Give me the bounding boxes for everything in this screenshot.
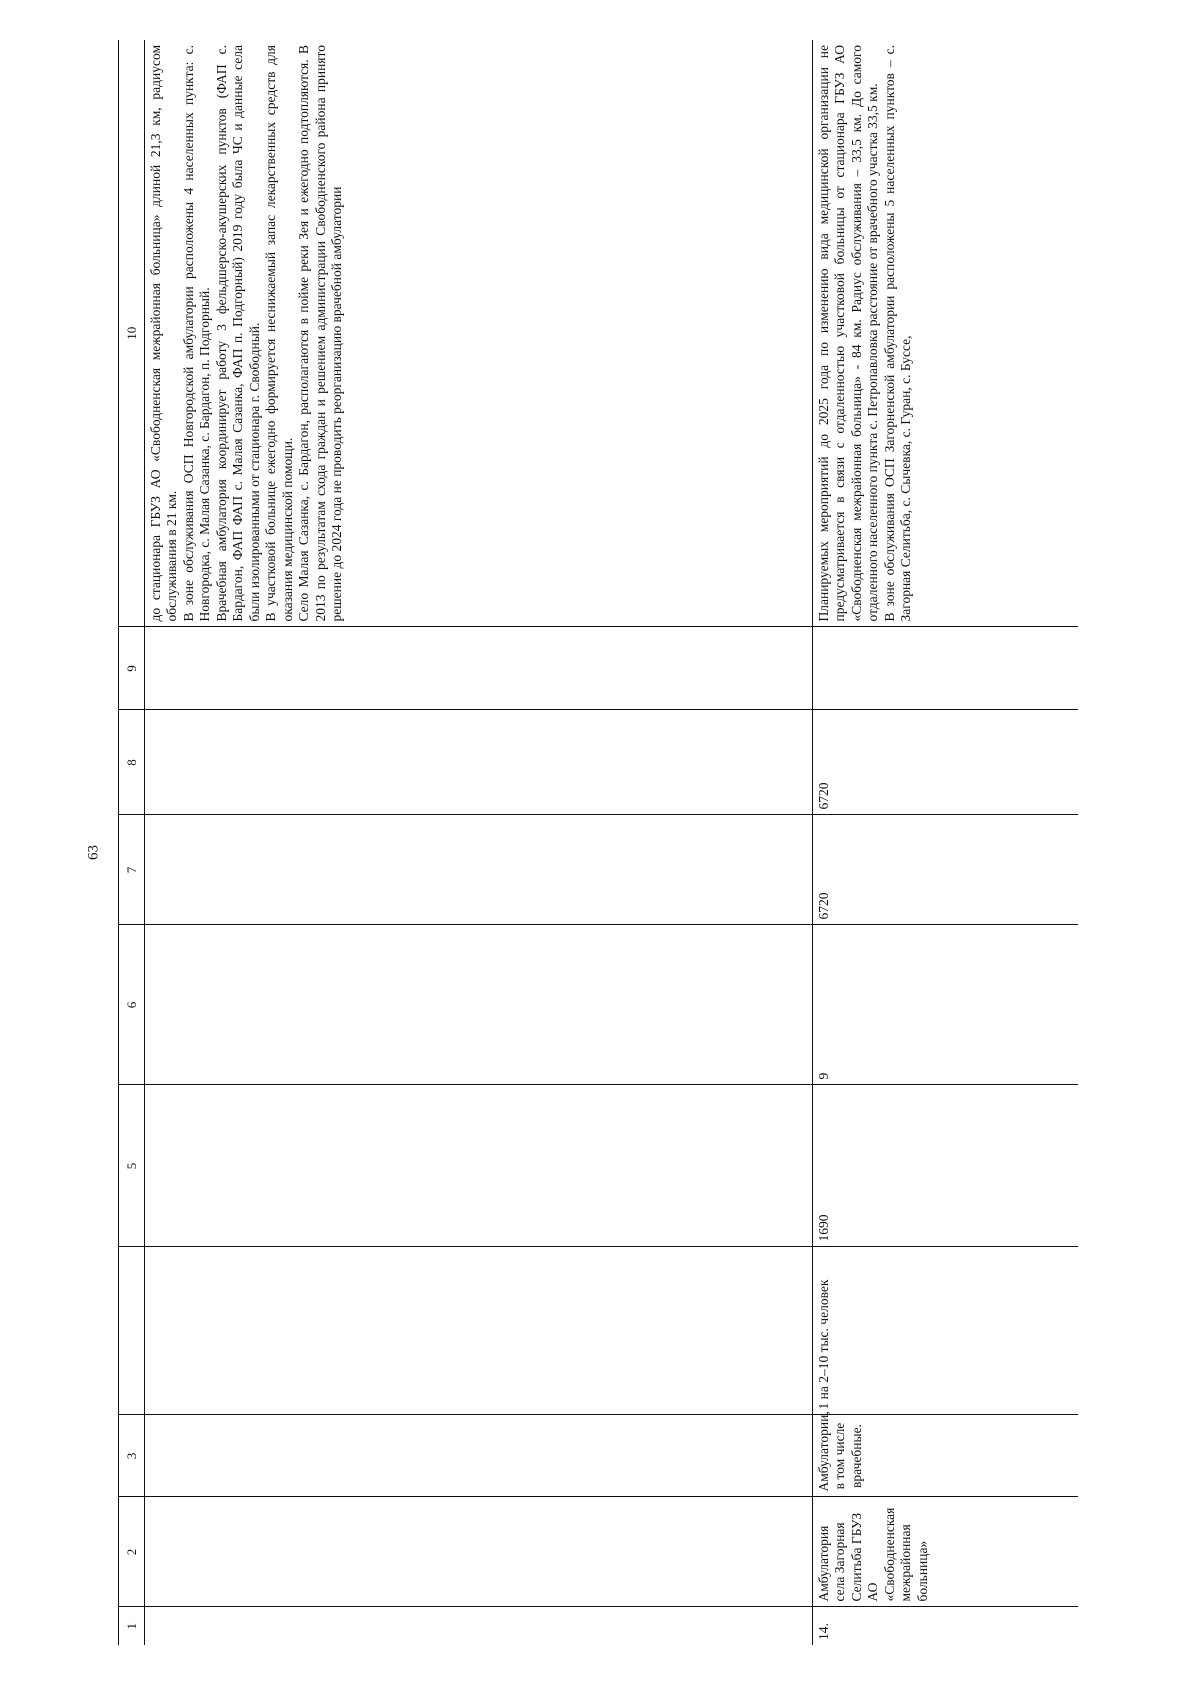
column-number-row [119,40,145,1645]
table-cell [145,710,813,815]
table-row [145,40,813,1645]
facility-name-cell: Амбулатория села Загорная Селитьба ГБУЗ АО «Свободненская межрайонная больница» [813,1497,1079,1607]
notes-paragraph: до стационара ГБУЗ АО «Свободненская межрайонная больница» длиной 21,3 км, радиусом обслуживания в 21 км. [148,45,180,622]
table-cell [145,1085,813,1247]
column-number [119,1247,145,1415]
value-cell: 6720 [813,710,1079,815]
table-cell [145,1247,813,1415]
column-number: 7 [119,815,145,925]
notes-paragraph: В участковой больнице ежегодно формируется неснижаемый запас лекарственных средств для оказания медицинской помощи. [263,45,295,622]
column-number: 6 [119,925,145,1085]
notes-paragraph: Село Малая Сазанка, с. Бардагон, располагаются в пойме реки Зея и ежегодно подтопляются. В 2013 по результатам схода граждан и решением администрации Свободненского района принято решение до 2024 года не проводить реорганизацию врачебной амбулатории [296,45,345,622]
column-number: 5 [119,1085,145,1247]
notes-paragraph: В зоне обслуживания ОСП Загорненской амбулатории расположены 5 населенных пунктов – с. Загорная Селитьба, с. Сычевка, с. Гуран, с. Буссе, [881,45,914,622]
facility-type-cell: Амбулатории, в том числе врачебные. [813,1415,1079,1497]
notes-cell [813,40,1079,627]
column-number: 1 [119,1607,145,1645]
notes-cell [145,40,813,627]
table-row [813,40,1079,1645]
value-cell [813,627,1079,710]
table-cell [145,1497,813,1607]
value-cell: 6720 [813,815,1079,925]
notes-paragraph: Врачебная амбулатория координирует работу 3 фельдшерско-акушерских пунктов (ФАП с. Бардагон, ФАП ФАП с. Малая Сазанка, ФАП п. Подгорный) 2019 году была ЧС и данные села были изолированными от стационара г. Свободный. [213,45,262,622]
column-number: 2 [119,1497,145,1607]
notes-paragraph: Планируемых мероприятий до 2025 года по изменению вида медицинской организации не предусматривается в связи с отдаленностью участковой больницы от стационара ГБУЗ АО «Свободненская межрайонная больница» - 84 км. Радиус обслуживания – 33,5 км. До самого отдаленного населенного пункта с. Петропавловка расстояние от врачебного участка 33,5 км. [816,45,881,622]
column-number: 8 [119,710,145,815]
column-number: 10 [119,40,145,627]
table-cell [145,627,813,710]
page-number: 63 [85,845,102,861]
value-cell: 1690 [813,1085,1079,1247]
table-cell [145,815,813,925]
column-number: 9 [119,627,145,710]
table-cell [145,925,813,1085]
table-cell [145,1607,813,1645]
value-cell: 9 [813,925,1079,1085]
row-number-cell: 14. [813,1607,1079,1645]
norm-cell: 1 на 2–10 тыс. человек [813,1247,1079,1415]
column-number: 3 [119,1415,145,1497]
notes-paragraph: В зоне обслуживания ОСП Новгородской амбулатории расположены 4 населенных пункта: с. Новгородка, с. Малая Сазанка, с. Бардагон, п. Подгорный. [180,45,213,622]
rotated-data-table [118,40,1078,1645]
table-cell [145,1415,813,1497]
